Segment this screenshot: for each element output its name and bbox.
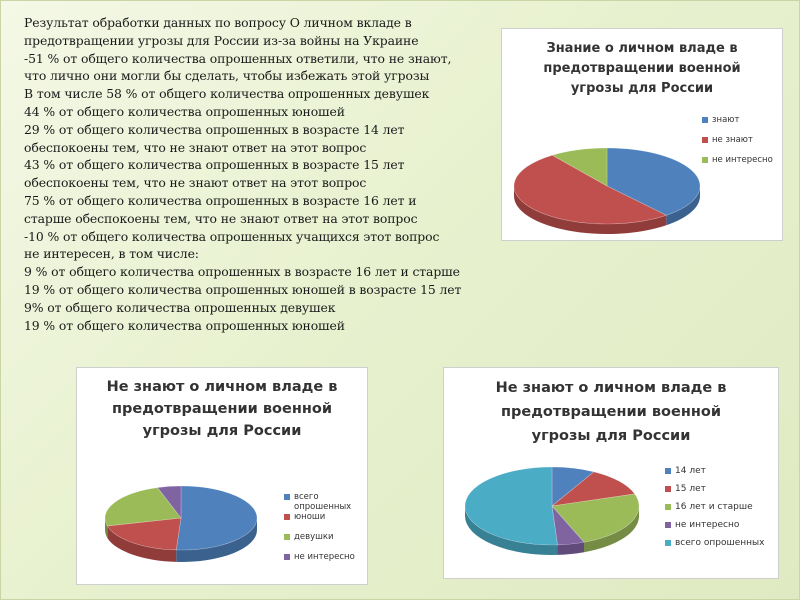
legend-item bbox=[702, 135, 773, 155]
text-line: обеспокоены тем, что не знают ответ на этот вопрос bbox=[24, 175, 367, 191]
text-line: 44 % от общего количества опрошенных юношей bbox=[24, 103, 345, 119]
chart-legend bbox=[284, 492, 367, 572]
text-line: не интересен, в том числе: bbox=[24, 246, 199, 262]
chart-title-line: Не знают о личном владе в bbox=[495, 380, 727, 396]
legend-swatch bbox=[665, 522, 671, 528]
text-line: -10 % от общего количества опрошенных учащихся этот вопрос bbox=[24, 228, 440, 244]
legend-label: 16 лет и старше bbox=[675, 502, 753, 512]
legend-label: 15 лет bbox=[675, 484, 706, 494]
legend-swatch bbox=[284, 554, 290, 560]
legend-swatch bbox=[702, 157, 708, 163]
legend-swatch bbox=[665, 504, 671, 510]
legend-item bbox=[284, 552, 367, 572]
text-line: 19 % от общего количества опрошенных юношей bbox=[24, 317, 345, 333]
chart-title-line: предотвращении военной bbox=[111, 401, 333, 417]
chart-title-line: угрозы для России bbox=[570, 81, 714, 96]
text-line: 9% от общего количества опрошенных девушек bbox=[24, 299, 336, 315]
text-line: предотвращении угрозы для России из-за войны на Украине bbox=[24, 32, 419, 48]
legend-label: не интересно bbox=[675, 520, 740, 530]
legend-swatch bbox=[284, 494, 290, 500]
legend-label: не знают bbox=[712, 135, 753, 145]
text-line: В том числе 58 % от общего количества опрошенных девушек bbox=[24, 86, 430, 102]
legend-label: юноши bbox=[294, 512, 326, 522]
text-line: 75 % от общего количества опрошенных в возрасте 16 лет и bbox=[24, 192, 417, 208]
legend-label: всего опрошенных bbox=[675, 538, 765, 548]
chart-title-line: предотвращении военной bbox=[543, 61, 741, 76]
text-line: -51 % от общего количества опрошенных ответили, что не знают, bbox=[24, 50, 452, 66]
legend-label: девушки bbox=[294, 532, 334, 542]
results-text bbox=[24, 14, 502, 334]
legend-swatch bbox=[665, 540, 671, 546]
legend-item bbox=[284, 492, 367, 512]
text-line: Результат обработки данных по вопросу О личном вкладе в bbox=[24, 15, 412, 30]
text-line: обеспокоены тем, что не знают ответ на этот вопрос bbox=[24, 139, 367, 155]
text-line: 43 % от общего количества опрошенных в возрасте 15 лет bbox=[24, 157, 405, 173]
chart-title-line: угрозы для России bbox=[142, 423, 302, 439]
legend-item bbox=[284, 532, 367, 552]
legend-swatch bbox=[284, 514, 290, 520]
chart-title-line: угрозы для России bbox=[531, 428, 691, 444]
legend-item bbox=[665, 502, 764, 520]
legend-item bbox=[702, 155, 773, 175]
chart-legend bbox=[702, 115, 773, 175]
legend-item bbox=[665, 466, 764, 484]
text-line: 19 % от общего количества опрошенных юношей в возрасте 15 лет bbox=[24, 281, 462, 297]
legend-label: 14 лет bbox=[675, 466, 706, 476]
chart-dont-know-gender bbox=[76, 367, 368, 585]
legend-item bbox=[665, 520, 764, 538]
text-line: 29 % от общего количества опрошенных в возрасте 14 лет bbox=[24, 121, 405, 137]
chart-knowledge bbox=[501, 28, 783, 241]
legend-item bbox=[284, 512, 367, 532]
legend-label: знают bbox=[712, 115, 740, 125]
legend-label: не интересно bbox=[712, 155, 773, 165]
legend-swatch bbox=[702, 117, 708, 123]
legend-item bbox=[665, 538, 764, 556]
text-line: 9 % от общего количества опрошенных в возрасте 16 лет и старше bbox=[24, 264, 460, 280]
chart-title-line: предотвращении военной bbox=[500, 404, 722, 420]
legend-item bbox=[665, 484, 764, 502]
chart-title-line: Не знают о личном владе в bbox=[106, 379, 338, 395]
legend-label: не интересно bbox=[294, 552, 355, 562]
legend-swatch bbox=[702, 137, 708, 143]
legend-swatch bbox=[284, 534, 290, 540]
text-line: старше обеспокоены тем, что не знают ответ на этот вопрос bbox=[24, 210, 418, 226]
legend-item bbox=[702, 115, 773, 135]
legend-swatch bbox=[665, 486, 671, 492]
legend-label: всего опрошенных bbox=[294, 492, 352, 512]
chart-dont-know-age bbox=[443, 367, 779, 579]
chart-title-line: Знание о личном владе в bbox=[546, 41, 738, 56]
text-line: что лично они могли бы сделать, чтобы избежать этой угрозы bbox=[24, 68, 430, 84]
chart-legend bbox=[665, 466, 764, 556]
legend-swatch bbox=[665, 468, 671, 474]
